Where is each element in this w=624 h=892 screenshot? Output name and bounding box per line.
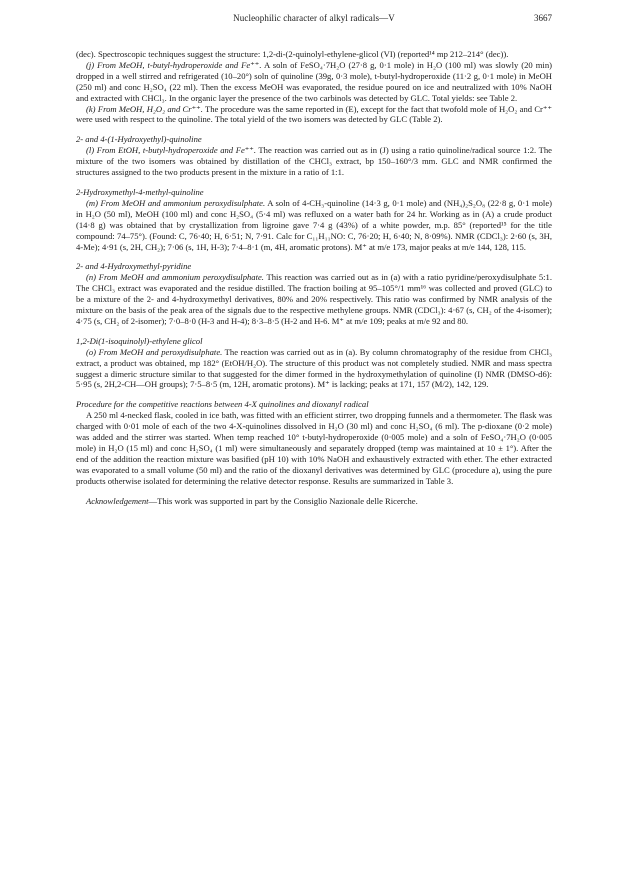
paragraph-competitive-procedure: A 250 ml 4-necked flask, cooled in ice bath, was fitted with an efficient stirrer, two dropping funnels and a thermometer. The flask was charged with 0·01 mole of each of the two 4-X-quinolines dissolved in H₂O (30 ml) and conc H₂SO₄ (6 ml). The p-dioxane (0·2 mole) was added and the stirrer was started. When temp reached 10° t-butyl-hydroperoxide (0·005 mole) and a soln of FeSO₄·7H₂O (0·005 mole) in H₂O (15 ml) and conc H₂SO₄ (1 ml) were simultaneously and separately dropped (temp was maintained at 10 ± 1°). After the end of the addition the reaction mixture was basified (pH 10) with 10% NaOH and exhaustively extracted with ether. The ether extracted was evaporated to a small volume (50 ml) and the ratio of the dioxanyl derivatives was determined by GLC (procedure a), using the pure products otherwise isolated for determining the relative detector response. Results are summarized in Table 3. bbox=[76, 410, 552, 486]
paragraph-procedure-o: (o) From MeOH and peroxydisulphate. The reaction was carried out as in (a). By column chromatography of the residue from CHCl₃ extract, a product was obtained, mp 182° (EtOH/H₂O). The structure of this product was not completely studied. NMR and mass spectra suggest a dimeric structure similar to that suggested for the dimer formed in the hydroxymethylation of quinoline (I) NMR (DMSO-d6): 5·95 (s, 2H,2-CH—OH groups); 7·5–8·5 (m, 12H, aromatic protons). M⁺ is lacking; peaks at 171, 157 (M/2), 142, 129. bbox=[76, 346, 552, 390]
acknowledgement: Acknowledgement—This work was supported in part by the Consiglio Nazionale delle Ricerche. bbox=[86, 495, 418, 506]
procedure-lead: (j) From MeOH, t-butyl-hydroperoxide and Fe⁺⁺. bbox=[86, 59, 262, 70]
paragraph-continuation: (dec). Spectroscopic techniques suggest the structure: 1,2-di-(2-quinolyl-ethylene-glicol (VI) (reported¹⁴ mp 212–214° (dec)). bbox=[76, 49, 509, 59]
running-title: Nucleophilic character of alkyl radicals—V bbox=[233, 13, 395, 23]
procedure-lead: (k) From MeOH, H₂O₂ and Cr⁺⁺. bbox=[86, 103, 203, 114]
section-heading: 2- and 4-(1-Hydroxyethyl)-quinoline bbox=[76, 134, 202, 145]
acknowledgement-lead: Acknowledgement bbox=[86, 495, 149, 506]
section-heading: Procedure for the competitive reactions between 4-X quinolines and dioxanyl radical bbox=[76, 399, 369, 410]
paragraph-procedure-l: (l) From EtOH, t-butyl-hydroperoxide and Fe⁺⁺. The reaction was carried out as in (J) using a ratio quinoline/radical source 1:2. The mixture of the two isomers was obtained by distillation of the CHCl₃ extract, bp 150–160°/3 mm. GLC and NMR confirmed the structures assigned to the two products present in the mixture in a ratio of 1:1. bbox=[76, 145, 552, 178]
procedure-lead: (o) From MeOH and peroxydisulphate. bbox=[86, 346, 223, 357]
paragraph-procedure-m: (m) From MeOH and ammonium peroxydisulphate. A soln of 4-CH₃-quinoline (14·3 g, 0·1 mole) and (NH₄)₂S₂O₈ (22·8 g, 0·1 mole) in H₂O (50 ml), MeOH (100 ml) and conc H₂SO₄ (5·4 ml) was refluxed on a water bath for 24 hr. Working as in (A) a crude product (14·8 g) was obtained that by crystallization from ligroine gave 7·4 g (43%) of a white powder, m.p. 85° (reported¹⁵ for the title compound: 74–75°). (Found: C, 76·40; H, 6·51; N, 7·91. Calc for C₁₁H₁₁NO: C, 76·20; H, 6·40; N, 8·09%). NMR (CDCl₃): 2·60 (s, 3H, 4-Me); 4·91 (s, 2H, CH₂); 7·06 (s, 1H, H-3); 7·4–8·1 (m, 4H, aromatic protons). M⁺ at m/e 173, major peaks at m/e 144, 128, 115. bbox=[76, 197, 552, 252]
running-header bbox=[76, 13, 552, 27]
paragraph-procedure-k: (k) From MeOH, H₂O₂ and Cr⁺⁺. The procedure was the same reported in (E), except for the fact that twofold mole of H₂O₂ and Cr⁺⁺ were used with respect to the quinoline. The total yield of the two isomers was detected by GLC (Table 2). bbox=[76, 103, 552, 125]
procedure-lead: (m) From MeOH and ammonium peroxydisulphate. bbox=[86, 197, 266, 208]
section-heading: 2- and 4-Hydroxymethyl-pyridine bbox=[76, 261, 192, 272]
procedure-lead: (n) From MeOH and ammonium peroxydisulphate. bbox=[86, 272, 264, 283]
procedure-lead: (l) From EtOH, t-butyl-hydroperoxide and Fe⁺⁺. bbox=[86, 145, 256, 156]
paragraph-procedure-n: (n) From MeOH and ammonium peroxydisulphate. This reaction was carried out as in (a) with a ratio pyridine/peroxydisulphate 5:1. The CHCl₃ extract was evaporated and the residue distilled. The fraction boiling at 95–105°/1 mm¹⁶ was collected and proved (GLC) to be a mixture of the 2- and 4-hydroxymethyl derivatives, 80% and 20% respectively. This ratio was confirmed by NMR analysis of the mixture on the basis of the peak area of the signals due to the respective methylene groups. NMR (CDCl₃): 4·67 (s, CH₂ of the 4-isomer); 4·75 (s, CH₂ of 2-isomer); 7·0–8·0 (H-3 and H-4); 8·3–8·5 (H-2 and H-6. M⁺ at m/e 109; peaks at m/e 92 and 80. bbox=[76, 272, 552, 326]
section-heading: 1,2-Di(1-isoquinolyl)-ethylene glicol bbox=[76, 335, 203, 346]
article-body bbox=[76, 49, 552, 507]
section-heading: 2-Hydroxymethyl-4-methyl-quinoline bbox=[76, 186, 204, 197]
page-number: 3667 bbox=[534, 13, 552, 23]
paragraph-procedure-j: (j) From MeOH, t-butyl-hydroperoxide and Fe⁺⁺. A soln of FeSO₄·7H₂O (27·8 g, 0·1 mole) in H₂O (100 ml) was slowly (20 min) dropped in a well stirred and refrigerated (10–20°) soln of quinoline (39g, 0·3 mole), t-butyl-hydroperoxide (11·2 g, 0·1 mole) in MeOH (250 ml) and conc H₂SO₄ (22 ml). Then the excess MeOH was evaporated, the residue poured on ice and neutralized with 10% NaOH and extracted with CHCl₃. In the organic layer the presence of the two carbinols was detected by GLC. Total yields: see Table 2. bbox=[76, 59, 552, 103]
